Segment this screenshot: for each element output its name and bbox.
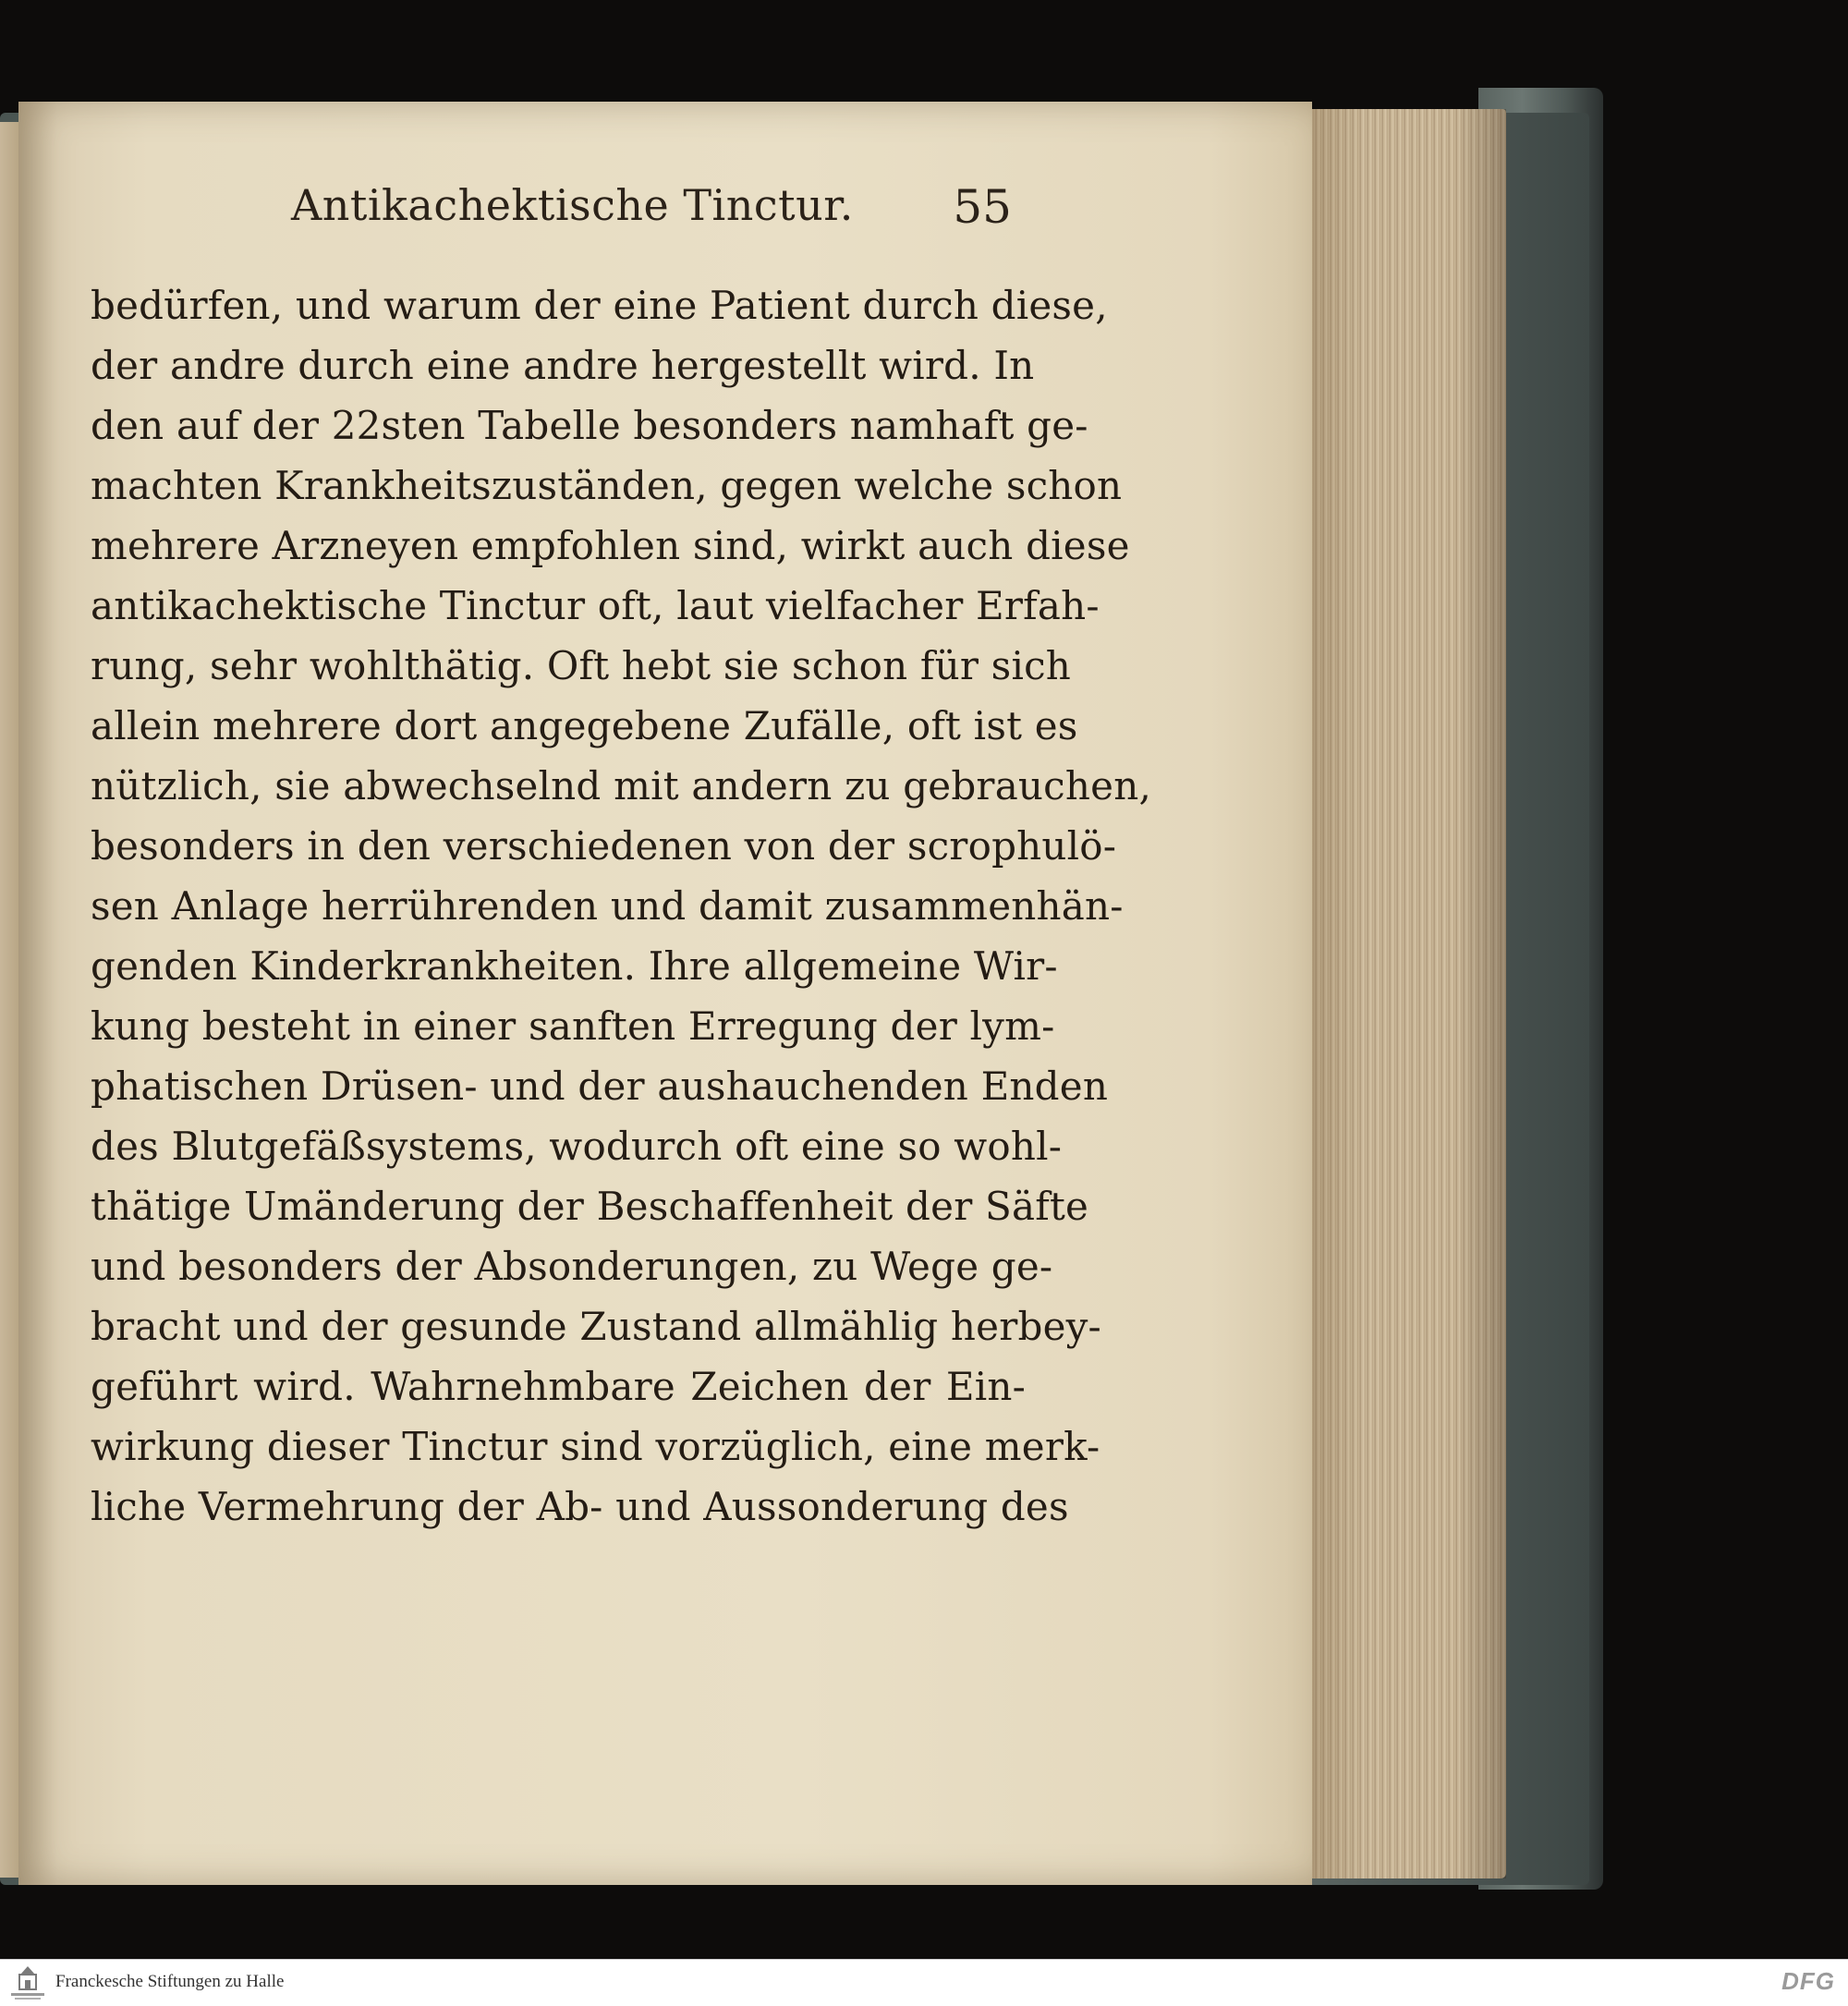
text-line: phatischen Drüsen- und der aushauchenden Enden [91, 1064, 1109, 1109]
text-line: geführt wird. Wahrnehmbare Zeichen der Ein- [91, 1364, 1026, 1409]
text-line: des Blutgefäßsystems, wodurch oft eine so wohl- [91, 1124, 1063, 1169]
institution-logo-icon [7, 1963, 48, 2002]
running-head [291, 180, 1012, 245]
text-line: machten Krankheitszuständen, gegen welche schon [91, 463, 1123, 508]
text-line: den auf der 22sten Tabelle besonders namhaft ge- [91, 403, 1088, 448]
text-line: bedürfen, und warum der eine Patient durch diese, [91, 283, 1108, 328]
text-line: sen Anlage herrührenden und damit zusammenhän- [91, 883, 1124, 929]
facing-page-edge [0, 122, 20, 1878]
text-line: genden Kinderkrankheiten. Ihre allgemeine Wir- [91, 943, 1058, 989]
text-line: der andre durch eine andre hergestellt wird. In [91, 343, 1035, 388]
text-line: und besonders der Absonderungen, zu Wege ge- [91, 1244, 1053, 1289]
text-line: liche Vermehrung der Ab- und Aussonderung des [91, 1484, 1069, 1529]
text-line: kung besteht in einer sanften Erregung der lym- [91, 1003, 1055, 1049]
sponsor-logo: DFG [1781, 1967, 1835, 1995]
viewer-footer [0, 1959, 1848, 2006]
text-line: wirkung dieser Tinctur sind vorzüglich, eine merk- [91, 1424, 1100, 1469]
text-line: mehrere Arzneyen empfohlen sind, wirkt auch diese [91, 523, 1130, 568]
text-line: bracht und der gesunde Zustand allmählig herbey- [91, 1304, 1101, 1349]
running-title: Antikachektische Tinctur. [291, 180, 854, 230]
text-line: nützlich, sie abwechselnd mit andern zu gebrauchen, [91, 763, 1152, 808]
institution-name: Franckesche Stiftungen zu Halle [55, 1972, 285, 1991]
text-line: antikachektische Tinctur oft, laut vielfacher Erfah- [91, 583, 1100, 628]
text-line: rung, sehr wohlthätig. Oft hebt sie schon für sich [91, 643, 1072, 688]
text-line: thätige Umänderung der Beschaffenheit der Säfte [91, 1184, 1089, 1229]
body-text [91, 275, 1152, 1537]
text-line: besonders in den verschiedenen von der scrophulö- [91, 823, 1117, 869]
page-number: 55 [953, 180, 1012, 234]
text-line: allein mehrere dort angegebene Zufälle, oft ist es [91, 703, 1078, 748]
